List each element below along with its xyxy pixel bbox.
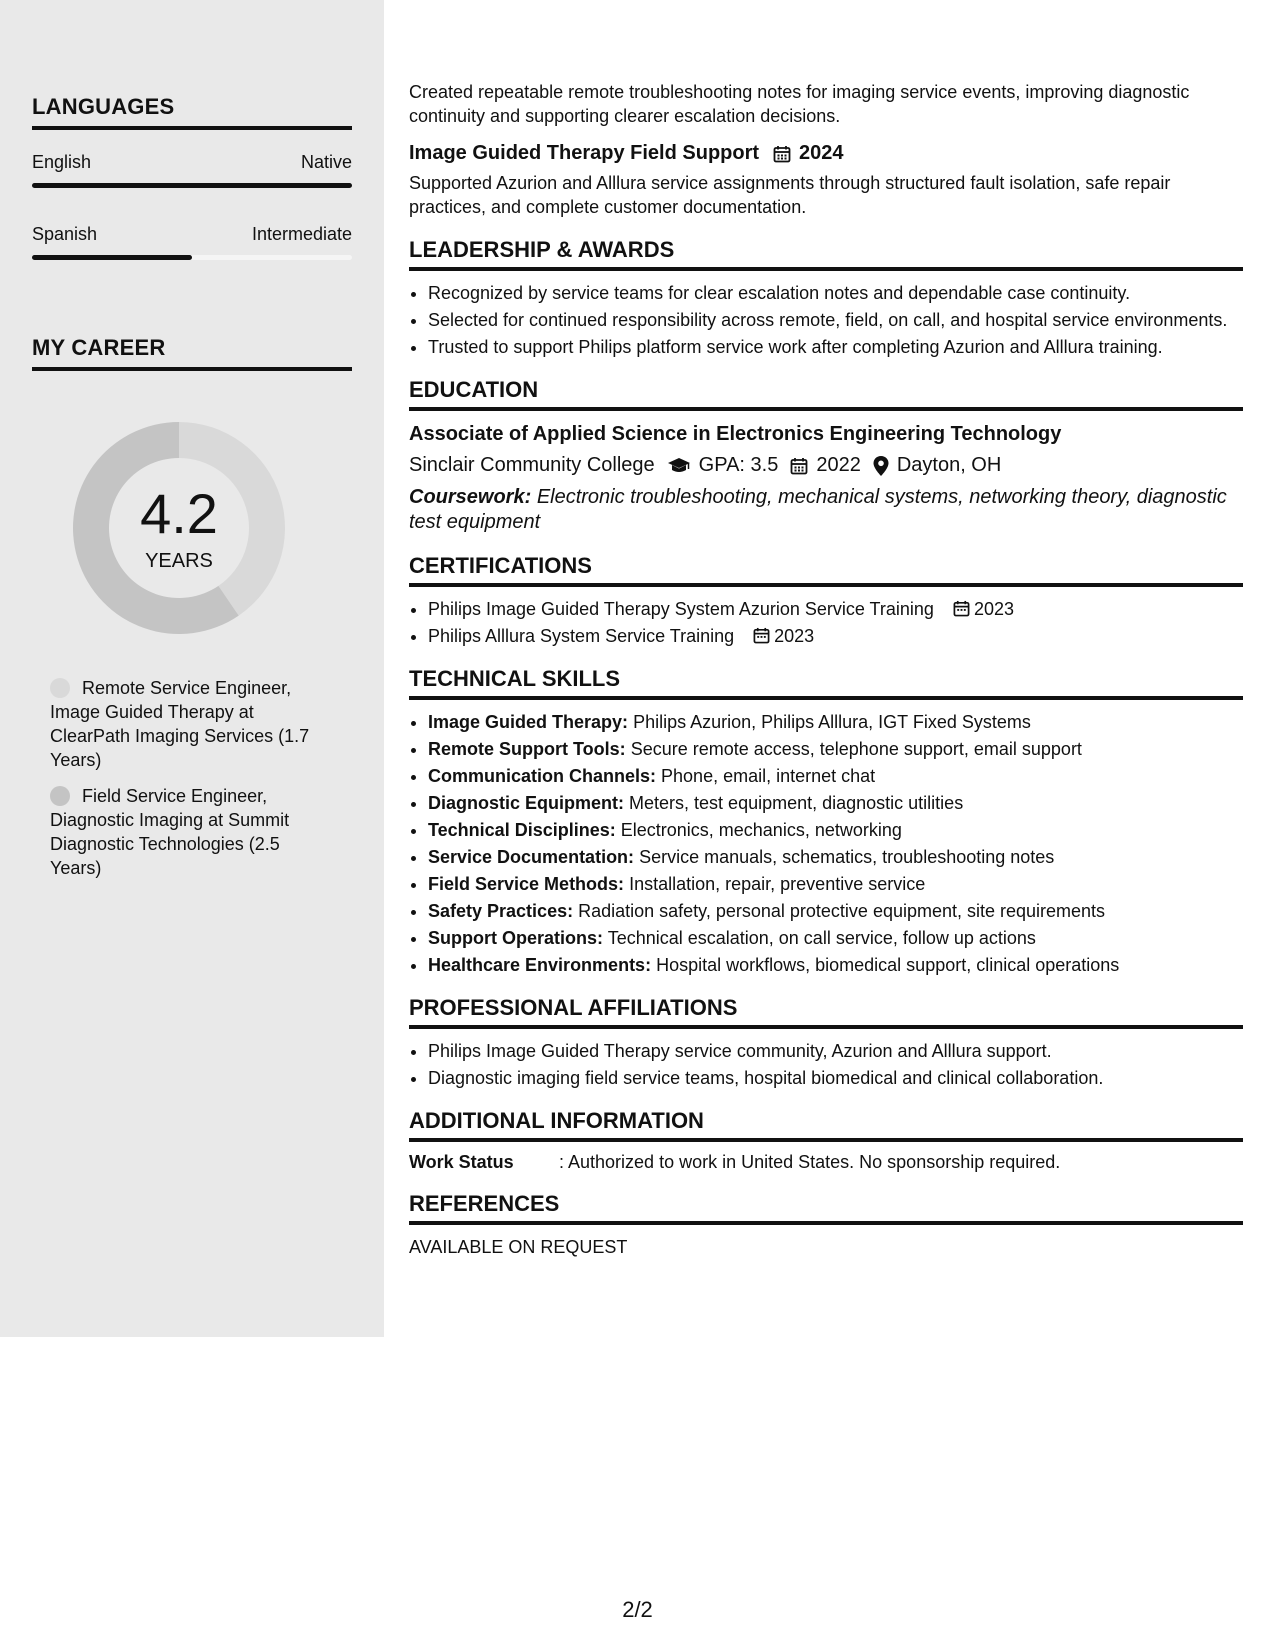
certifications-list <box>409 597 1243 648</box>
certification-year: 2023 <box>774 626 815 646</box>
education-heading: EDUCATION <box>409 377 1243 411</box>
leadership-list <box>409 281 1243 359</box>
coursework-label: Coursework: <box>409 486 532 508</box>
language-proficiency-fill <box>32 255 192 260</box>
list-item: • Recognized by service teams for clear escalation notes and dependable case continuity. <box>428 281 1243 305</box>
skill-item <box>428 791 1243 815</box>
skill-value: Meters, test equipment, diagnostic utilities <box>629 793 964 813</box>
skill-item <box>428 872 1243 896</box>
list-item: • Trusted to support Philips platform service work after completing Azurion and Alllura training. <box>428 335 1243 359</box>
language-item <box>32 152 352 173</box>
career-section <box>32 335 352 371</box>
coursework-text: Electronic troubleshooting, mechanical systems, networking theory, diagnostic test equipment <box>409 486 1227 533</box>
skill-label: Safety Practices: <box>428 901 574 921</box>
main-content <box>409 80 1243 1258</box>
work-status-value: : Authorized to work in United States. No sponsorship required. <box>559 1152 1061 1172</box>
career-legend <box>50 676 330 892</box>
skill-value: Installation, repair, preventive service <box>629 874 926 894</box>
skill-value: Phone, email, internet chat <box>661 766 876 786</box>
legend-dot-icon <box>50 786 70 806</box>
career-legend-text: Remote Service Engineer, Image Guided Therapy at ClearPath Imaging Services (1.7 Years) <box>50 678 310 770</box>
calendar-icon <box>773 145 791 163</box>
list-item: • Diagnostic imaging field service teams, hospital biomedical and clinical collaboration. <box>428 1066 1243 1090</box>
skill-label: Field Service Methods: <box>428 874 625 894</box>
skill-item <box>428 737 1243 761</box>
skill-value: Radiation safety, personal protective equipment, site requirements <box>578 901 1106 921</box>
sidebar <box>0 0 384 1337</box>
skills-list <box>409 710 1243 977</box>
skill-item <box>428 845 1243 869</box>
list-item: • Philips Image Guided Therapy service community, Azurion and Alllura support. <box>428 1039 1243 1063</box>
list-item <box>428 624 1243 648</box>
language-proficiency-fill <box>32 183 352 188</box>
languages-heading: LANGUAGES <box>32 94 352 130</box>
graduation-year: 2022 <box>816 454 861 476</box>
skill-label: Technical Disciplines: <box>428 820 616 840</box>
career-legend-text: Field Service Engineer, Diagnostic Imaging at Summit Diagnostic Technologies (2.5 Years) <box>50 786 290 878</box>
certification-name: Philips Image Guided Therapy System Azurion Service Training <box>428 599 934 619</box>
donut-center-label <box>66 415 292 641</box>
language-name: English <box>32 152 92 172</box>
skill-item <box>428 764 1243 788</box>
school-name: Sinclair Community College <box>409 454 655 476</box>
calendar-icon <box>953 600 970 617</box>
graduation-cap-icon <box>667 457 691 475</box>
work-status-row <box>409 1152 1243 1173</box>
skill-value: Hospital workflows, biomedical support, clinical operations <box>656 955 1120 975</box>
skill-item <box>428 953 1243 977</box>
coursework <box>409 485 1243 535</box>
skill-item <box>428 926 1243 950</box>
language-proficiency-bar <box>32 255 352 260</box>
work-status-label: Work Status <box>409 1152 514 1172</box>
project-year: 2024 <box>799 142 844 164</box>
language-item <box>32 224 352 245</box>
skill-label: Communication Channels: <box>428 766 657 786</box>
languages-section <box>32 94 352 260</box>
skill-item <box>428 710 1243 734</box>
list-item <box>428 597 1243 621</box>
skill-value: Electronics, mechanics, networking <box>620 820 902 840</box>
skill-label: Image Guided Therapy: <box>428 712 629 732</box>
language-proficiency-bar <box>32 183 352 188</box>
affiliations-list <box>409 1039 1243 1090</box>
language-name: Spanish <box>32 224 98 244</box>
legend-dot-icon <box>50 678 70 698</box>
skill-item <box>428 818 1243 842</box>
education-meta <box>409 454 1243 477</box>
career-legend-item <box>50 676 330 772</box>
skill-label: Support Operations: <box>428 928 603 948</box>
skill-value: Secure remote access, telephone support, email support <box>630 739 1082 759</box>
career-legend-item <box>50 784 330 880</box>
degree-title: Associate of Applied Science in Electronics Engineering Technology <box>409 423 1062 445</box>
list-item: • Selected for continued responsibility across remote, field, on call, and hospital service environments. <box>428 308 1243 332</box>
affiliations-heading: PROFESSIONAL AFFILIATIONS <box>409 995 1243 1029</box>
skill-value: Technical escalation, on call service, follow up actions <box>607 928 1036 948</box>
project-description: Supported Azurion and Alllura service assignments through structured fault isolation, safe repair practices, and complete customer documentation. <box>409 173 1171 217</box>
calendar-icon <box>790 457 808 475</box>
references-heading: REFERENCES <box>409 1191 1243 1225</box>
career-total-years: 4.2 <box>140 481 218 545</box>
project-title-row <box>409 142 1243 165</box>
career-heading: MY CAREER <box>32 335 352 371</box>
certifications-heading: CERTIFICATIONS <box>409 553 1243 587</box>
intro-text: Created repeatable remote troubleshooting notes for imaging service events, improving diagnostic continuity and supporting clearer escalation decisions. <box>409 82 1190 126</box>
additional-info-heading: ADDITIONAL INFORMATION <box>409 1108 1243 1142</box>
skill-value: Service manuals, schematics, troubleshooting notes <box>639 847 1055 867</box>
skill-label: Diagnostic Equipment: <box>428 793 625 813</box>
location-pin-icon <box>873 456 889 476</box>
certification-year: 2023 <box>973 599 1014 619</box>
language-level: Intermediate <box>251 224 352 244</box>
career-years-unit: YEARS <box>145 549 213 572</box>
skill-label: Service Documentation: <box>428 847 635 867</box>
gpa: GPA: 3.5 <box>698 454 779 476</box>
language-level: Native <box>300 152 352 172</box>
skill-value: Philips Azurion, Philips Alllura, IGT Fixed Systems <box>633 712 1031 732</box>
school-location: Dayton, OH <box>896 454 1002 476</box>
project-title: Image Guided Therapy Field Support <box>409 142 760 164</box>
career-donut-chart <box>66 415 292 641</box>
calendar-icon <box>753 627 770 644</box>
leadership-heading: LEADERSHIP & AWARDS <box>409 237 1243 271</box>
certification-name: Philips Alllura System Service Training <box>428 626 735 646</box>
skill-label: Healthcare Environments: <box>428 955 652 975</box>
page-number: 2/2 <box>622 1597 653 1622</box>
skill-label: Remote Support Tools: <box>428 739 626 759</box>
references-text: AVAILABLE ON REQUEST <box>409 1237 628 1257</box>
skills-heading: TECHNICAL SKILLS <box>409 666 1243 700</box>
skill-item <box>428 899 1243 923</box>
